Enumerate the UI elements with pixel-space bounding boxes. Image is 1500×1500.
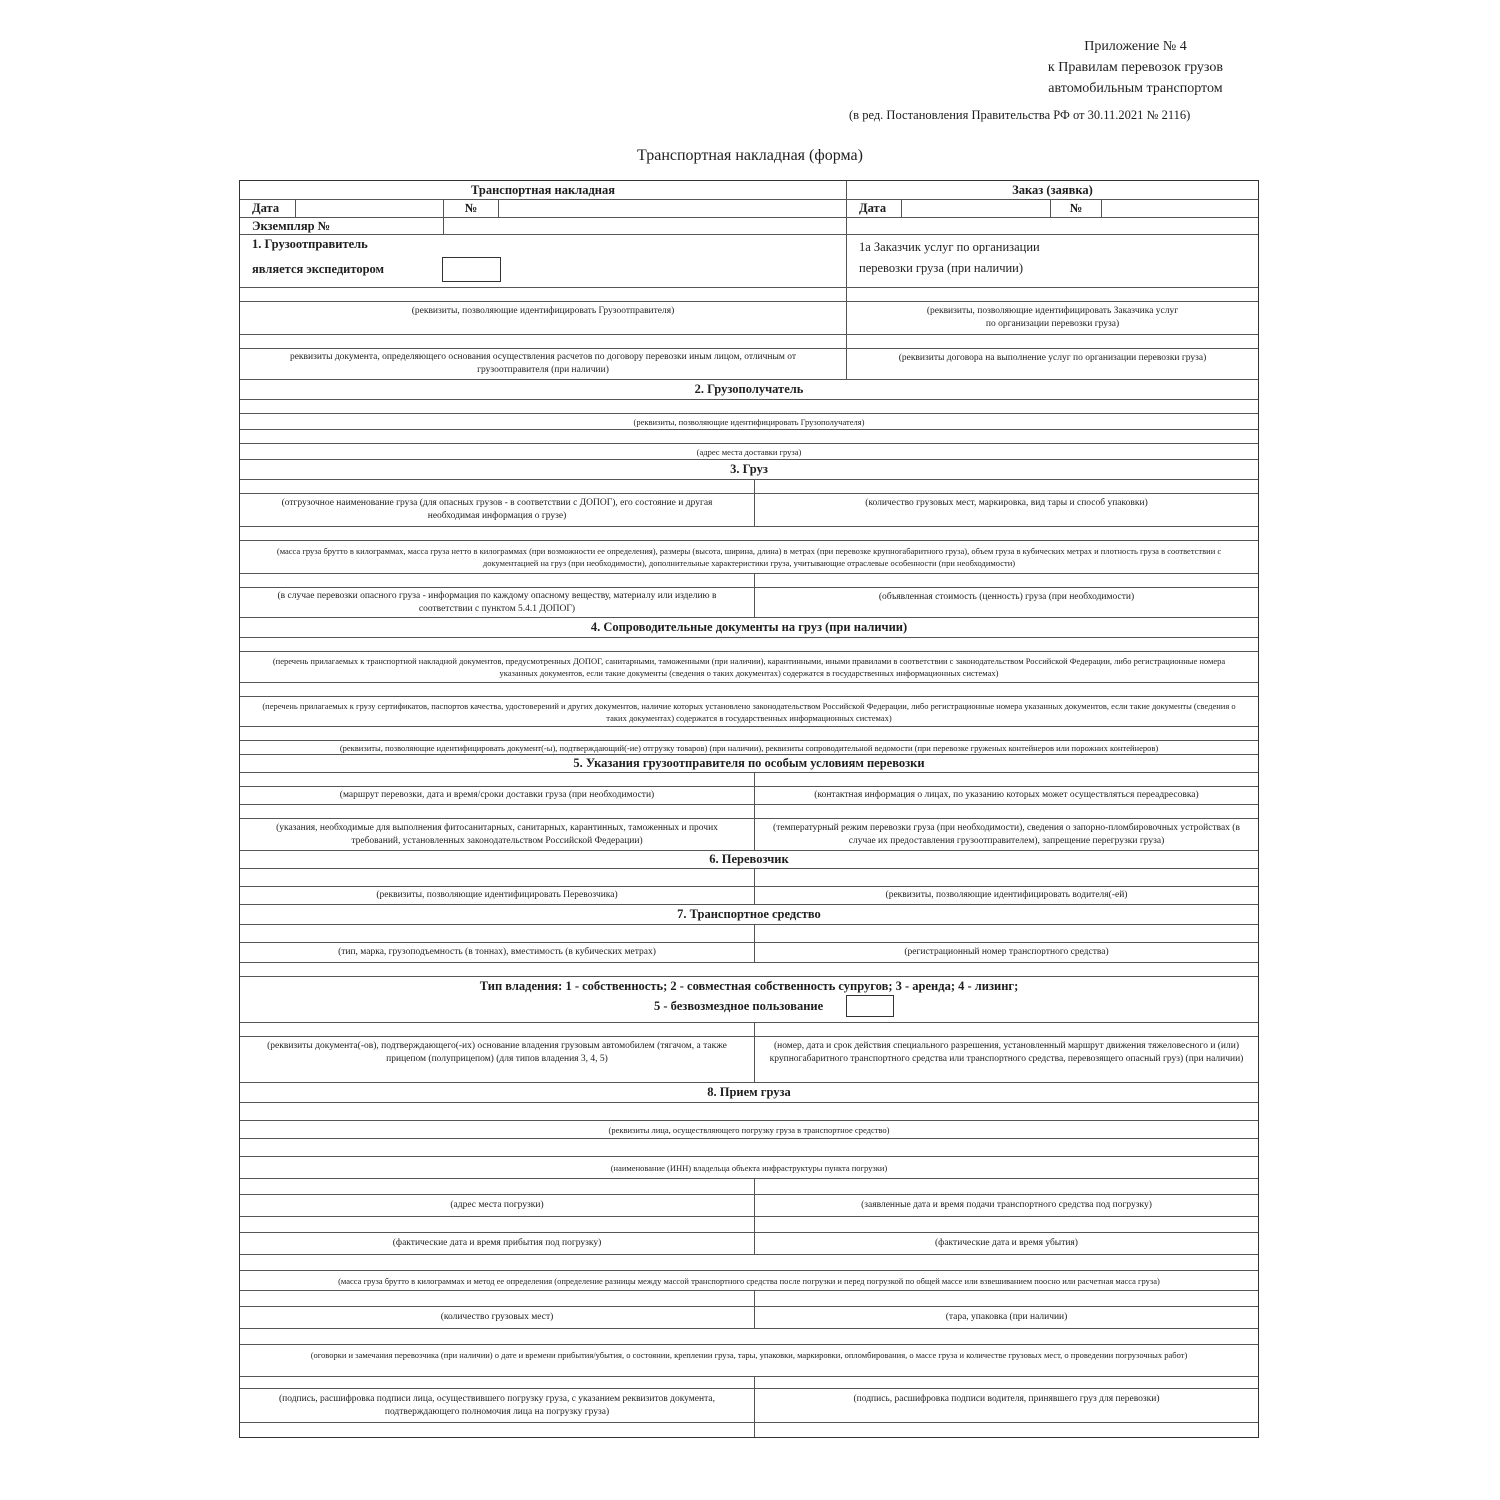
docs2-input-row (240, 683, 1258, 697)
consignee-req-caption: (реквизиты, позволяющие идентифицировать Грузополучателя) (633, 416, 865, 427)
departure-caption: (фактические дата и время убытия) (935, 1238, 1078, 1248)
instructions-caption-row (240, 819, 1258, 851)
cargo-places-caption: (количество грузовых мест, маркировка, вид тары и способ упаковки) (865, 498, 1148, 508)
tare-input[interactable] (755, 1291, 1258, 1306)
loader-input-row (240, 1103, 1258, 1121)
waybill-date-field[interactable] (296, 200, 444, 217)
waybill-heading: Транспортная накладная (240, 181, 847, 199)
dangerous-caption: (в случае перевозки опасного груза - информация по каждому опасному веществу, материалу или изделию в соответствии с пунктом 5.4.1 ДОПОГ) (240, 588, 755, 617)
customer-label (859, 237, 1040, 279)
section-5-row (240, 755, 1258, 773)
loading-address-caption-row (240, 1195, 1258, 1217)
appendix-line-2: к Правилам перевозок грузов (1047, 60, 1223, 75)
shipper-block (240, 235, 847, 287)
contacts-caption: (контактная информация о лицах, по указанию которых может осуществляться переадресовка) (814, 790, 1199, 800)
loader-caption: (реквизиты лица, осуществляющего погрузку груза в транспортное средство) (608, 1124, 890, 1135)
value-caption: (объявленная стоимость (ценность) груза (при необходимости) (878, 592, 1135, 602)
consignee-caption-row (240, 414, 1258, 430)
arrival-caption-row (240, 1233, 1258, 1255)
section-8-title: 8. Прием груза (707, 1085, 791, 1099)
temperature-caption: (температурный режим перевозки груза (при необходимости), сведения о запорно-пломбировочных устройствах (в случае их предоставления грузоотправителем), запрещение перегрузки груза) (773, 822, 1240, 846)
vehicle-reg-input[interactable] (755, 925, 1258, 942)
cargo-places-input[interactable] (755, 480, 1258, 493)
date-row (240, 200, 1258, 218)
section-2-title: 2. Грузополучатель (694, 382, 804, 396)
section-4-row (240, 618, 1258, 638)
vehicle-input-row (240, 925, 1258, 943)
copy-row-filler (847, 218, 1258, 234)
permit-caption: (номер, дата и срок действия специального разрешения, установленный маршрут движения тяжеловесного и (или) крупногабаритного транспортного средства или транспортного средства, перевозящего опасный груз) (при наличии) (769, 1041, 1244, 1064)
driver-input[interactable] (755, 869, 1258, 886)
doc-input[interactable] (240, 335, 847, 348)
driver-caption: (реквизиты, позволяющие идентифицировать водителя(-ей) (885, 890, 1128, 900)
sign-driver-caption: (подпись, расшифровка подписи водителя, принявшего груз для перевозки) (853, 1394, 1160, 1404)
loading-address-input-row (240, 1179, 1258, 1195)
ownership-doc-input-row (240, 1023, 1258, 1037)
section-7-row (240, 905, 1258, 925)
owner-caption: (наименование (ИНН) владельца объекта инфраструктуры пункта погрузки) (610, 1162, 888, 1173)
shipper-req-caption: (реквизиты, позволяющие идентифицировать Грузоотправителя) (240, 302, 847, 334)
vehicle-caption-row (240, 943, 1258, 963)
waybill-number-label: № (444, 200, 499, 217)
tare-caption: (тара, упаковка (при наличии) (945, 1312, 1068, 1322)
section-3-row (240, 460, 1258, 480)
remarks-input[interactable] (240, 1329, 1258, 1344)
declared-time-caption: (заявленные дата и время подачи транспортного средства под погрузку) (861, 1200, 1152, 1210)
loader-input[interactable] (240, 1103, 1258, 1120)
docs3-caption: (реквизиты, позволяющие идентифицировать документ(-ы), подтверждающий(-ие) отгрузку товаров) (при наличии), реквизиты сопроводительной ведомости (при перевозке груженых контейнеров или порожних контейнеров) (339, 742, 1159, 753)
loader-caption-row (240, 1121, 1258, 1139)
consignee-input[interactable] (240, 400, 1258, 413)
vehicle-reg-caption: (регистрационный номер транспортного средства) (904, 947, 1109, 957)
customer-req-caption (847, 302, 1258, 334)
sign-caption-row (240, 1389, 1258, 1423)
section-4-title: 4. Сопроводительные документы на груз (при наличии) (590, 620, 908, 634)
loading-address-caption: (адрес места погрузки) (240, 1195, 755, 1216)
delivery-address-caption-row (240, 444, 1258, 460)
section-2-row (240, 380, 1258, 400)
final-row (240, 1423, 1258, 1437)
dangerous-input[interactable] (240, 574, 755, 587)
carrier-input-row (240, 869, 1258, 887)
ownership-doc-caption: (реквизиты документа(-ов), подтверждающего(-их) основание владения грузовым автомобилем (тягачом, а также прицепом (полуприцепом) (для типов владения 3, 4, 5) (240, 1037, 755, 1082)
docs2-caption: (перечень прилагаемых к грузу сертификатов, паспортов качества, удостоверений и других документов, наличие которых установлено законодательством Российской Федерации, либо регистрационные номера указанных документов, если такие документы (сведения о таких документах) содержатся в государственных информационных системах) (262, 700, 1236, 723)
customer-req-line-1: (реквизиты, позволяющие идентифицировать Заказчика услуг (926, 306, 1179, 316)
load-mass-input-row (240, 1255, 1258, 1271)
vehicle-spacer-row (240, 963, 1258, 977)
arrival-input-row (240, 1217, 1258, 1233)
remarks-caption: (оговорки и замечания перевозчика (при наличии) о дате и времени прибытия/убытия, о состоянии, креплении груза, тары, упаковки, маркировки, опломбирования, о массе груза и количестве грузовых мест, о проведении погрузочных работ) (310, 1350, 1188, 1360)
shipper-label: 1. Грузоотправитель (252, 237, 368, 251)
section-6-title: 6. Перевозчик (709, 852, 789, 866)
waybill-number-field[interactable] (499, 200, 847, 217)
cargo-caption-row (240, 494, 1258, 527)
waybill-form (239, 180, 1259, 1438)
contract-req-caption: (реквизиты договора на выполнение услуг по организации перевозки груза) (898, 353, 1207, 363)
instructions-input-row (240, 805, 1258, 819)
order-number-field[interactable] (1102, 200, 1258, 217)
owner-input-row (240, 1139, 1258, 1157)
shipper-input-row (240, 288, 1258, 302)
cargo-mass-input-row (240, 527, 1258, 541)
docs2-caption-row (240, 697, 1258, 727)
route-caption: (маршрут перевозки, дата и время/сроки доставки груза (при необходимости) (240, 787, 755, 804)
forwarder-label: является экспедитором (252, 262, 385, 276)
carrier-caption: (реквизиты, позволяющие идентифицировать Перевозчика) (240, 887, 755, 904)
section-8-row (240, 1083, 1258, 1103)
customer-block (847, 235, 1258, 287)
ownership-line-2: 5 - безвозмездное пользование (654, 999, 824, 1013)
dangerous-caption-row (240, 588, 1258, 618)
value-input[interactable] (755, 574, 1258, 587)
route-input-row (240, 773, 1258, 787)
docs1-caption-row (240, 652, 1258, 683)
doc-req-row (240, 349, 1258, 380)
vehicle-type-caption: (тип, марка, грузоподъемность (в тоннах), вместимость (в кубических метрах) (240, 943, 755, 962)
cargo-mass-caption-row (240, 541, 1258, 574)
appendix-line-3: автомобильным транспортом (1048, 81, 1223, 96)
cargo-name-caption: (отгрузочное наименование груза (для опасных грузов - в соответствии с ДОПОГ), его состояние и другая необходимая информация о грузе) (240, 494, 755, 526)
customer-req-line-2: по организации перевозки груза) (985, 319, 1120, 329)
consignee-input-row (240, 400, 1258, 414)
ownership-doc-caption-row (240, 1037, 1258, 1083)
instructions-input[interactable] (240, 805, 755, 818)
docs3-caption-row (240, 741, 1258, 755)
ownership-block (240, 977, 1258, 1022)
order-number-label: № (1051, 200, 1102, 217)
delivery-address-input-row (240, 430, 1258, 444)
load-mass-input[interactable] (240, 1255, 1258, 1270)
vehicle-extra-input[interactable] (240, 963, 1258, 976)
final-left-input[interactable] (240, 1423, 755, 1437)
docs3-input[interactable] (240, 727, 1258, 740)
edition-note: (в ред. Постановления Правительства РФ от 30.11.2021 № 2116) (849, 108, 1191, 122)
waybill-date-label: Дата (240, 200, 296, 217)
delivery-address-caption: (адрес места доставки груза) (696, 446, 802, 457)
arrival-caption: (фактические дата и время прибытия под погрузку) (240, 1233, 755, 1254)
docs1-input[interactable] (240, 638, 1258, 651)
forwarder-checkbox[interactable] (442, 257, 501, 282)
load-places-input[interactable] (240, 1291, 755, 1306)
docs1-input-row (240, 638, 1258, 652)
ownership-doc-input[interactable] (240, 1023, 755, 1036)
customer-label-line-2: перевозки груза (при наличии) (859, 261, 1024, 275)
order-date-field[interactable] (902, 200, 1051, 217)
section-3-title: 3. Груз (730, 462, 768, 476)
shipper-row (240, 235, 1258, 288)
sign-input-row (240, 1377, 1258, 1389)
remarks-input-row (240, 1329, 1258, 1345)
sign-loader-input[interactable] (240, 1377, 755, 1388)
order-date-label: Дата (847, 200, 902, 217)
ownership-line-1: Тип владения: 1 - собственность; 2 - совместная собственность супругов; 3 - аренда; 4 - лизинг; (479, 979, 1019, 993)
dangerous-input-row (240, 574, 1258, 588)
shipper-input[interactable] (240, 288, 847, 301)
route-input[interactable] (240, 773, 755, 786)
delivery-address-input[interactable] (240, 430, 1258, 443)
load-places-caption-row (240, 1307, 1258, 1329)
departure-input[interactable] (755, 1217, 1258, 1232)
route-caption-row (240, 787, 1258, 805)
ownership-row (240, 977, 1258, 1023)
remarks-caption-row (240, 1345, 1258, 1377)
docs2-input[interactable] (240, 683, 1258, 696)
final-right-input[interactable] (755, 1423, 1258, 1437)
sign-driver-input[interactable] (755, 1377, 1258, 1388)
temperature-input[interactable] (755, 805, 1258, 818)
cargo-name-input[interactable] (240, 480, 755, 493)
customer-label-line-1: 1а Заказчик услуг по организации (859, 240, 1040, 254)
customer-input[interactable] (847, 288, 1258, 301)
appendix-header (1048, 36, 1223, 99)
order-heading: Заказ (заявка) (1012, 182, 1093, 197)
owner-input[interactable] (240, 1139, 1258, 1156)
copy-number-field[interactable] (444, 218, 847, 234)
form-header-row (240, 181, 1258, 200)
loading-address-input[interactable] (240, 1179, 755, 1194)
cargo-mass-caption: (масса груза брутто в килограммах, масса груза нетто в килограммах (при возможности ее определения), размеры (высота, ширина, длина) в метрах (при перевозке крупногабаритного груза), объем груза в кубических метрах и плотность груза в соответствии с документацией на груз (при необходимости), дополнительные характеристики груза, учитывающие отраслевые особенности (при необходимости) (276, 546, 1222, 568)
cargo-mass-input[interactable] (240, 527, 1258, 540)
load-places-input-row (240, 1291, 1258, 1307)
section-7-title: 7. Транспортное средство (677, 907, 821, 921)
carrier-input[interactable] (240, 869, 755, 886)
sign-loader-caption: (подпись, расшифровка подписи лица, осуществившего погрузку груза, с указанием реквизитов документа, подтверждающего полномочия лица на погрузку груза) (240, 1389, 755, 1422)
docs3-input-row (240, 727, 1258, 741)
ownership-type-box[interactable] (846, 995, 894, 1017)
carrier-caption-row (240, 887, 1258, 905)
contacts-input[interactable] (755, 773, 1258, 786)
arrival-input[interactable] (240, 1217, 755, 1232)
permit-input[interactable] (755, 1023, 1258, 1036)
load-mass-caption: (масса груза брутто в килограммах и метод ее определения (определение разницы между массой транспортного средства после погрузки и перед погрузкой по общей массе или взвешиванием поосно или расчетная масса груза) (338, 1275, 1160, 1286)
copy-row (240, 218, 1258, 235)
vehicle-type-input[interactable] (240, 925, 755, 942)
appendix-line-1: Приложение № 4 (1084, 39, 1187, 54)
section-5-title: 5. Указания грузоотправителя по особым условиям перевозки (573, 756, 925, 770)
contract-input[interactable] (847, 335, 1258, 348)
cargo-input-row (240, 480, 1258, 494)
docs1-caption: (перечень прилагаемых к транспортной накладной документов, предусмотренных ДОПОГ, санитарными, таможенными (при наличии), карантинными, иными правилами в соответствии с законодательством Российской Федерации, либо регистрационные номера указанных документов, если такие документы (сведения о таких документах) содержатся в государственных информационных системах) (272, 656, 1226, 678)
section-6-row (240, 851, 1258, 869)
owner-caption-row (240, 1157, 1258, 1179)
declared-time-input[interactable] (755, 1179, 1258, 1194)
doc-input-row (240, 335, 1258, 349)
load-places-caption: (количество грузовых мест) (240, 1307, 755, 1328)
shipper-req-row (240, 302, 1258, 335)
doc-req-caption: реквизиты документа, определяющего основания осуществления расчетов по договору перевозки иным лицом, отличным от грузоотправителя (при наличии) (240, 349, 847, 379)
instructions-caption: (указания, необходимые для выполнения фитосанитарных, санитарных, карантинных, таможенных и прочих требований, установленных законодательством Российской Федерации) (240, 819, 755, 850)
load-mass-caption-row (240, 1271, 1258, 1291)
page-title: Транспортная накладная (форма) (637, 147, 863, 164)
copy-number-label: Экземпляр № (240, 218, 444, 234)
